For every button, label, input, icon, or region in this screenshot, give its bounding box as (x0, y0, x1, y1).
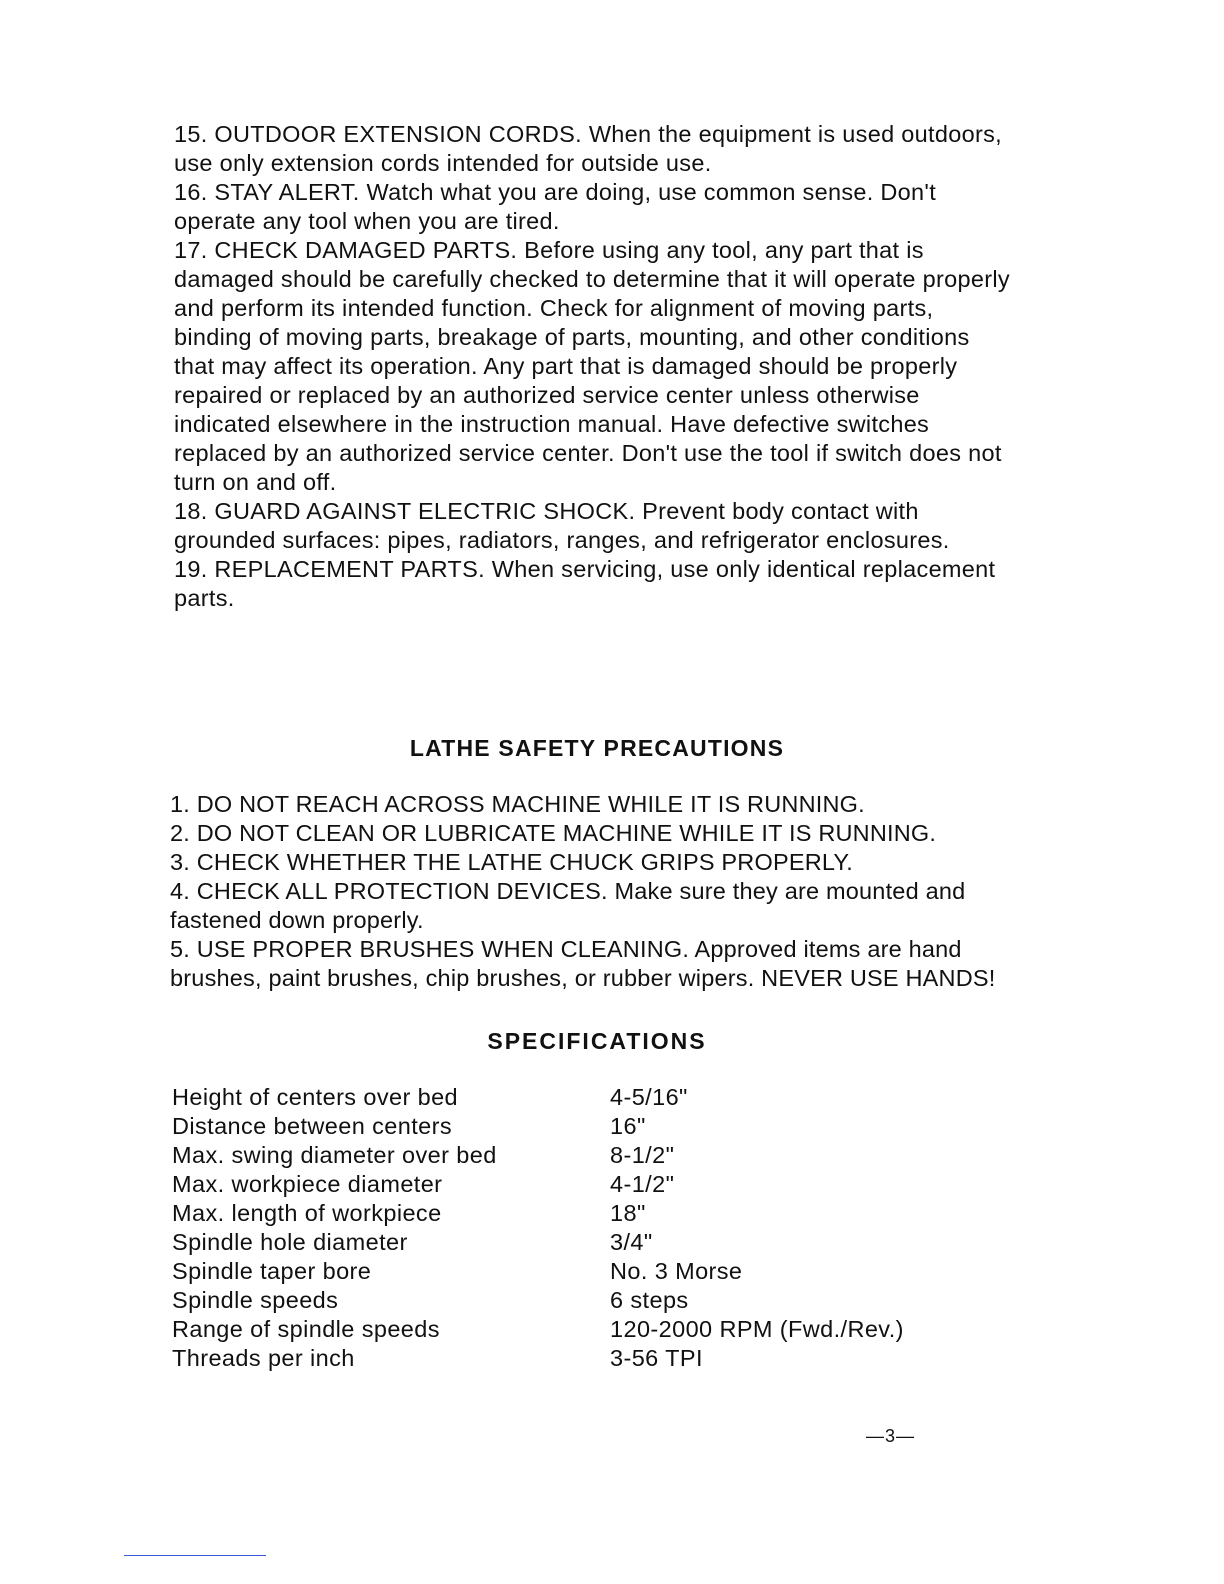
safety-item (174, 178, 1014, 236)
precaution-item: 2. DO NOT CLEAN OR LUBRICATE MACHINE WHILE IT IS RUNNING. (170, 820, 937, 846)
spec-value: 8-1/2" (610, 1142, 675, 1168)
spec-label: Distance between centers (172, 1113, 452, 1139)
spec-label: Max. length of workpiece (172, 1200, 442, 1226)
spec-value: 120-2000 RPM (Fwd./Rev.) (610, 1316, 904, 1342)
spec-row (172, 1258, 972, 1287)
spec-row (172, 1316, 972, 1345)
safety-item-lead: 17. CHECK DAMAGED PARTS. (174, 237, 518, 263)
general-safety-list (174, 120, 1014, 613)
safety-item (174, 497, 1014, 555)
safety-item-lead: 15. OUTDOOR EXTENSION CORDS. (174, 121, 582, 147)
spec-label: Range of spindle speeds (172, 1316, 440, 1342)
spec-label: Spindle taper bore (172, 1258, 372, 1284)
precaution-item: 4. CHECK ALL PROTECTION DEVICES. Make sure they are mounted and fastened down properly. (170, 878, 966, 933)
spec-row (172, 1200, 972, 1229)
spec-row (172, 1113, 972, 1142)
safety-item-text: Prevent body contact with grounded surfaces: pipes, radiators, ranges, and refrigerator enclosures. (174, 498, 950, 553)
spec-label: Max. workpiece diameter (172, 1171, 443, 1197)
spec-label: Spindle speeds (172, 1287, 339, 1313)
page-number: —3— (866, 1426, 916, 1446)
spec-value: 6 steps (610, 1287, 689, 1313)
spec-value: 4-5/16" (610, 1084, 688, 1110)
specifications-table (172, 1084, 972, 1374)
safety-item (174, 120, 1014, 178)
spec-value: 18" (610, 1200, 646, 1226)
safety-item-text: Watch what you are doing, use common sense. Don't operate any tool when you are tired. (174, 179, 937, 234)
precaution-item: 3. CHECK WHETHER THE LATHE CHUCK GRIPS PROPERLY. (170, 849, 853, 875)
spec-row (172, 1345, 972, 1374)
spec-row (172, 1229, 972, 1258)
spec-row (172, 1142, 972, 1171)
safety-item-text: Before using any tool, any part that is damaged should be carefully checked to determine that it will operate properly and perform its intended function. Check for alignment of moving parts, binding of moving parts, breakage of parts, mounting, and other conditions that may affect its operation. Any part that is damaged should be properly repaired or replaced by an authorized service center unless otherwise indicated elsewhere in the instruction manual. Have defective switches replaced by an authorized service center. Don't use the tool if switch does not turn on and off. (174, 237, 1010, 495)
spec-value: 4-1/2" (610, 1171, 675, 1197)
specifications-heading: SPECIFICATIONS (487, 1028, 707, 1054)
safety-item-text: When servicing, use only identical replacement parts. (174, 556, 996, 611)
spec-label: Height of centers over bed (172, 1084, 459, 1110)
spec-value: 3/4" (610, 1229, 653, 1255)
lathe-precautions-list (170, 790, 1010, 993)
safety-item-lead: 18. GUARD AGAINST ELECTRIC SHOCK. (174, 498, 636, 524)
precaution-item: 5. USE PROPER BRUSHES WHEN CLEANING. Approved items are hand brushes, paint brushes, chip brushes, or rubber wipers. NEVER USE HANDS! (170, 936, 996, 991)
safety-item-text: When the equipment is used outdoors, use only extension cords intended for outside use. (174, 121, 1002, 176)
footer-rule (124, 1555, 266, 1556)
safety-item-lead: 16. STAY ALERT. (174, 179, 360, 205)
spec-value: 16" (610, 1113, 646, 1139)
spec-row (172, 1287, 972, 1316)
safety-item-lead: 19. REPLACEMENT PARTS. (174, 556, 485, 582)
spec-label: Spindle hole diameter (172, 1229, 408, 1255)
spec-label: Max. swing diameter over bed (172, 1142, 497, 1168)
spec-row (172, 1084, 972, 1113)
spec-row (172, 1171, 972, 1200)
spec-value: 3-56 TPI (610, 1345, 703, 1371)
precaution-item: 1. DO NOT REACH ACROSS MACHINE WHILE IT IS RUNNING. (170, 791, 865, 817)
spec-value: No. 3 Morse (610, 1258, 743, 1284)
safety-item (174, 555, 1014, 613)
lathe-safety-heading: LATHE SAFETY PRECAUTIONS (409, 735, 785, 761)
spec-label: Threads per inch (172, 1345, 355, 1371)
safety-item (174, 236, 1014, 497)
